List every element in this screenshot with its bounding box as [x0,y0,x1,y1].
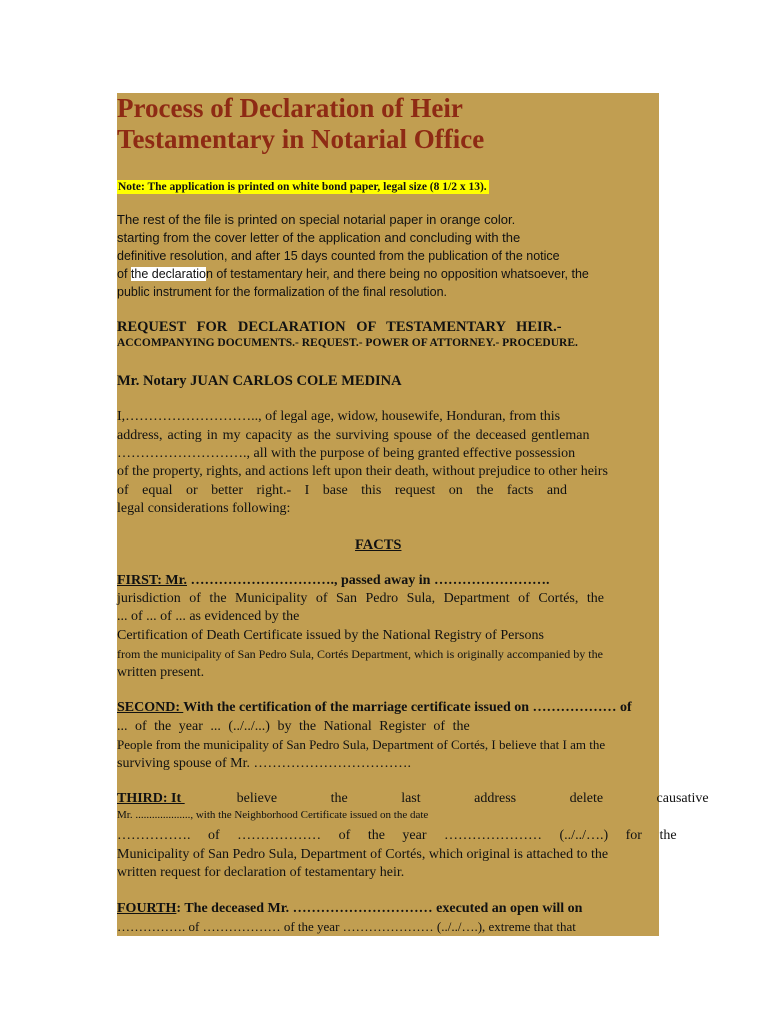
note-highlight: Note: The application is printed on white bond paper, legal size (8 1/2 x 13). [118,181,487,193]
fourth-label: FOURTH [117,901,177,916]
request-heading: REQUEST FOR DECLARATION OF TESTAMENTARY HEIR.- [117,319,562,335]
fourth-line-1 [117,901,582,917]
first-label: FIRST: Mr. [117,573,187,588]
body-line-6: legal considerations following: [117,501,291,516]
intro-line-1: The rest of the file is printed on special notarial paper in orange color. [117,212,516,227]
title-line-2: Testamentary in Notarial Office [117,124,485,154]
third-line-4: Municipality of San Pedro Sula, Department of Cortés, which original is attached to the [117,847,609,862]
second-line-1 [117,700,632,716]
second-label: SECOND: [117,700,184,715]
note [117,177,489,195]
fourth-line-2: ……………. of ……………… of the year ………………… (../../….), extreme that that [117,919,576,934]
intro-line-4-rest: n of testamentary heir, and there being no opposition whatsoever, the [205,267,589,281]
third-line-2: Mr. ...................., with the Neighborhood Certificate issued on the date [117,809,429,821]
second-line-1-rest: With the certification of the marriage certificate issued on ……………… of [183,700,632,715]
second-line-4: surviving spouse of Mr. ……………………………. [117,756,411,771]
third-label: THIRD: It [117,791,185,806]
fourth-line-1-rest: : The deceased Mr. ………………………… executed an open will on [176,901,583,916]
second-line-2: ... of the year ... (../../...) by the National Register of the [117,719,470,734]
facts-heading: FACTS [355,537,402,553]
document-page [117,93,709,936]
first-line-1-rest: …………………………., passed away in ……………………. [187,573,550,588]
addressee: Mr. Notary JUAN CARLOS COLE MEDINA [117,373,402,389]
first-line-1 [117,573,549,589]
first-line-3: ... of ... of ... as evidenced by the [117,609,300,624]
first-line-4: Certification of Death Certificate issued by the National Registry of Persons [117,628,544,643]
highlighted-text: the declaratio [130,267,206,281]
body-line-3: ………………………., all with the purpose of being granted effective possession [117,446,576,461]
third-line-3: ……………. of ……………… of the year ………………… (../../….) for the [117,828,677,843]
third-line-5: written request for declaration of testamentary heir. [117,865,405,880]
third-line-1 [117,791,709,807]
body-line-4: of the property, rights, and actions left upon their death, without prejudice to other heirs [117,464,608,479]
second-line-3: People from the municipality of San Pedro Sula, Department of Cortés, I believe that I am the [117,737,606,752]
intro-line-3: definitive resolution, and after 15 days counted from the publication of the notice [117,249,560,263]
title-line-1: Process of Declaration of Heir [117,93,463,123]
first-line-6: written present. [117,665,205,680]
body-line-2: address, acting in my capacity as the surviving spouse of the deceased gentleman [117,428,590,443]
intro-line-4-prefix: of [117,267,131,281]
body-line-1: I,……………………….., of legal age, widow, housewife, Honduran, from this [117,409,561,424]
first-line-5: from the municipality of San Pedro Sula, Cortés Department, which is originally accompanied by the [117,647,603,661]
third-line-1-rest: believe the last address delete causative [236,791,709,806]
intro-line-2: starting from the cover letter of the application and concluding with the [117,230,521,245]
body-line-5: of equal or better right.- I base this request on the facts and [117,483,568,498]
intro-line-5: public instrument for the formalization of the final resolution. [117,285,448,299]
intro-line-4 [117,267,589,281]
request-subheading: ACCOMPANYING DOCUMENTS.- REQUEST.- POWER OF ATTORNEY.- PROCEDURE. [117,337,578,349]
first-line-2: jurisdiction of the Municipality of San Pedro Sula, Department of Cortés, the [117,591,604,606]
